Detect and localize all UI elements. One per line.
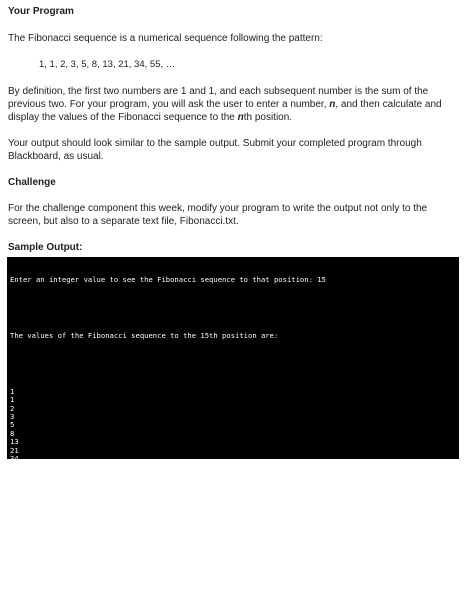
definition-text-2: , and then calculate and display the values of the Fibonacci sequence to the bbox=[8, 99, 442, 123]
console-value-line: 233 bbox=[10, 487, 23, 497]
challenge-paragraph: For the challenge component this week, modify your program to write the output not only to the screen, but also to a separate text file, Fibonacci.txt. bbox=[8, 203, 428, 227]
console-window bbox=[7, 257, 459, 572]
console-value-line: 89 bbox=[10, 470, 19, 480]
console-value-line: 610 bbox=[10, 504, 23, 514]
console-prompt: Enter an integer value to see the Fibonacci sequence to that position: 15 bbox=[10, 274, 326, 284]
fibonacci-sequence-example: 1, 1, 2, 3, 5, 8, 13, 21, 34, 55, … bbox=[39, 59, 176, 70]
console-header: The values of the Fibonacci sequence to the 15th position are: bbox=[10, 330, 279, 340]
console-value-line: 8 bbox=[10, 428, 15, 438]
console-spacer bbox=[10, 301, 456, 315]
definition-text-3: th position. bbox=[243, 112, 293, 123]
console-value-line: 144 bbox=[10, 479, 23, 489]
console-value-line: 2 bbox=[10, 403, 15, 413]
console-value-line: 13 bbox=[10, 437, 19, 447]
intro-paragraph: The Fibonacci sequence is a numerical sequence following the pattern: bbox=[8, 33, 323, 44]
console-value-line: 21 bbox=[10, 445, 19, 455]
console-value-line: 3 bbox=[10, 412, 15, 422]
your-program-heading: Your Program bbox=[8, 6, 74, 17]
console-values-list bbox=[10, 388, 456, 514]
console-spacer bbox=[10, 357, 456, 371]
console-value-line: 1 bbox=[10, 386, 15, 396]
definition-paragraph bbox=[8, 85, 464, 124]
console-value-line: 34 bbox=[10, 453, 19, 463]
console-value-line: 5 bbox=[10, 420, 15, 430]
console-value-line: 1 bbox=[10, 395, 15, 405]
console-spacer bbox=[10, 531, 456, 547]
console-footer: Press any key to continue . . . bbox=[10, 562, 145, 572]
console-value-line: 55 bbox=[10, 462, 19, 472]
sample-output-heading: Sample Output: bbox=[8, 242, 83, 253]
assignment-document bbox=[8, 4, 468, 572]
console-value-line: 377 bbox=[10, 495, 23, 505]
definition-text-1: By definition, the first two numbers are 1 and 1, and each subsequent number is the sum of the previous two. For your program, you will ask the user to enter a number, bbox=[8, 86, 429, 110]
challenge-heading: Challenge bbox=[8, 177, 56, 188]
output-instructions-paragraph: Your output should look similar to the sample output. Submit your completed program through Blackboard, as usual. bbox=[8, 138, 422, 162]
definition-n-variable: n bbox=[329, 99, 336, 110]
definition-nth-variable: n bbox=[237, 112, 244, 123]
